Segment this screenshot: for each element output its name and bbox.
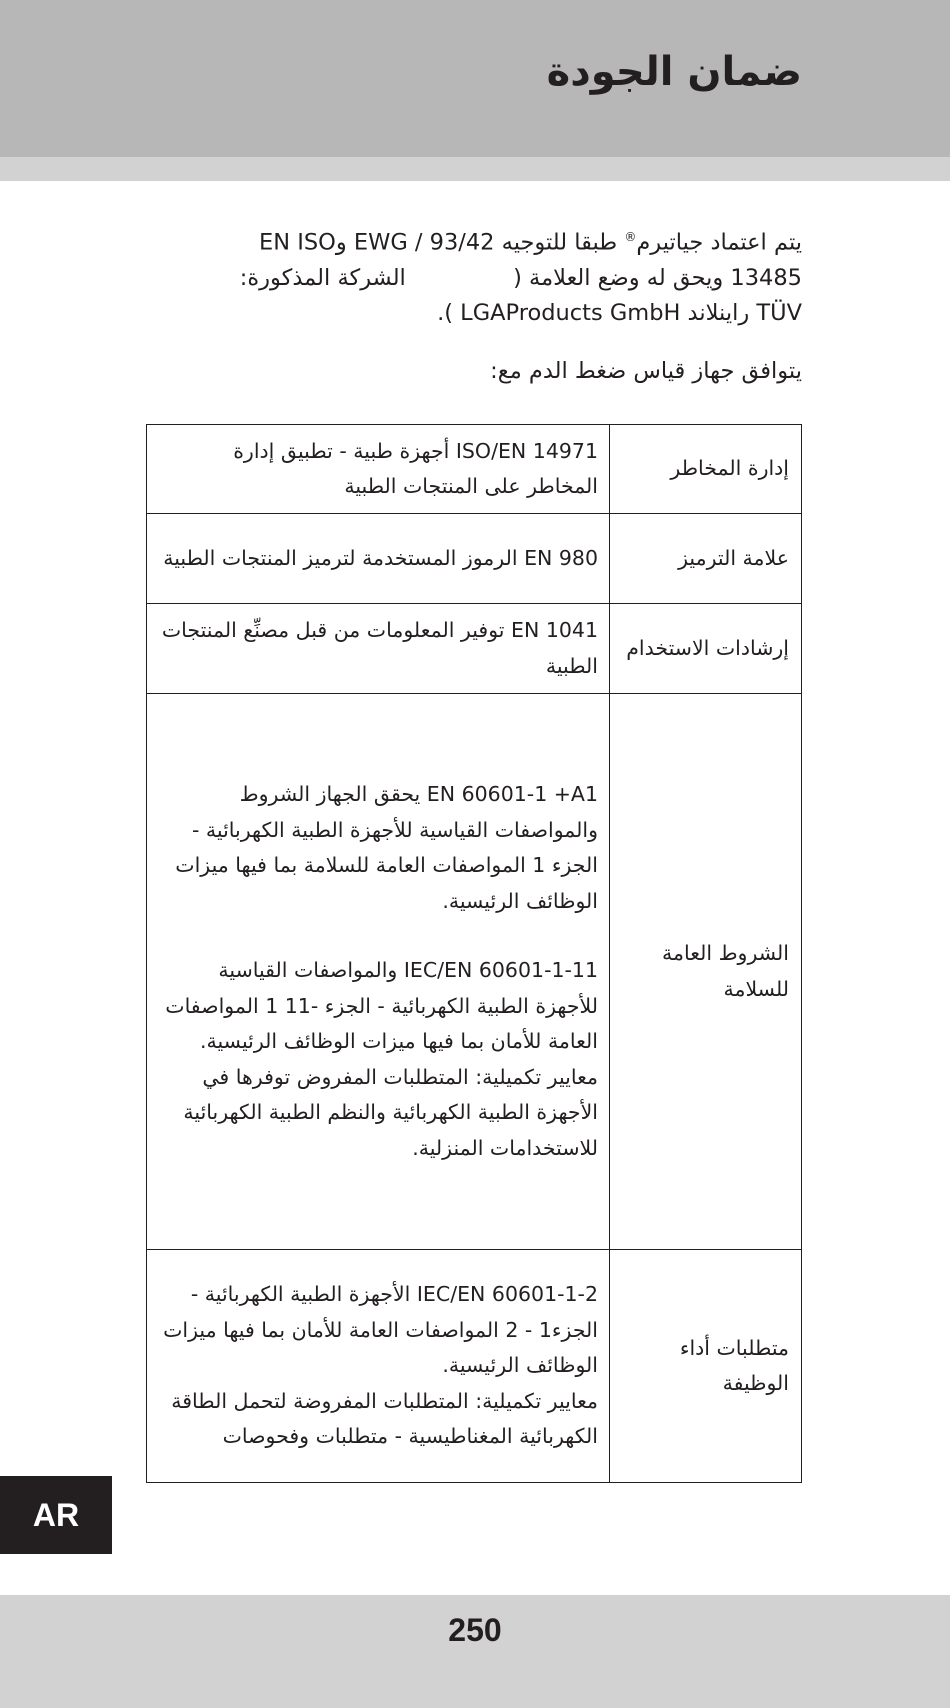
category-cell: إرشادات الاستخدام	[610, 604, 802, 694]
intro-line-2: 13485 ويحق له وضع العلامة ( الشركة المذكورة:	[239, 264, 802, 291]
category-cell: إدارة المخاطر	[610, 425, 802, 514]
category-cell: متطلبات أداء الوظيفة	[610, 1250, 802, 1483]
table-row	[147, 604, 802, 694]
page-number: 250	[448, 1612, 502, 1648]
compatibility-heading: يتوافق جهاز قياس ضغط الدم مع:	[490, 358, 802, 384]
category-cell: الشروط العامة للسلامة	[610, 694, 802, 1250]
standard-text: ISO/EN 14971 أجهزة طبية - تطبيق إدارة المخاطر على المنتجات الطبية	[233, 438, 598, 498]
header-band	[0, 0, 950, 157]
intro-paragraph	[146, 220, 802, 331]
standard-text: IEC/EN 60601-1-11 والمواصفات القياسية للأجهزة الطبية الكهربائية - الجزء -11 1 المواصفات العامة للأمان بما فيها ميزات الوظائف الرئيسية. معايير تكميلية: المتطلبات المفروض توفرها في الأجهزة الطبية الكهربائية والنظم الطبية الكهربائية للاستخدامات المنزلية.	[165, 958, 598, 1160]
standard-cell	[147, 514, 610, 604]
standard-text: EN 980 الرموز المستخدمة لترميز المنتجات الطبية	[163, 545, 598, 570]
standard-cell	[147, 1250, 610, 1483]
table-row	[147, 1250, 802, 1483]
standard-text: EN 60601-1 +A1 يحقق الجهاز الشروط والمواصفات القياسية للأجهزة الطبية الكهربائية - الجزء 1 المواصفات العامة للسلامة بما فيها ميزات الوظائف الرئيسية.	[175, 782, 598, 913]
standard-text: IEC/EN 60601-1-2 الأجهزة الطبية الكهربائية - الجزء1 - 2 المواصفات العامة للأمان بما فيها ميزات الوظائف الرئيسية. معايير تكميلية: المتطلبات المفروضة لتحمل الطاقة الكهربائية المغناطيسية - متطلبات وفحوصات	[163, 1282, 598, 1449]
table-row	[147, 514, 802, 604]
intro-line-1-start: يتم اعتماد جياتيرم	[636, 229, 802, 256]
page-title: ضمان الجودة	[546, 49, 802, 95]
standards-table	[146, 424, 802, 1483]
paragraph-gap	[159, 919, 598, 953]
language-badge: AR	[0, 1476, 112, 1554]
standard-cell	[147, 604, 610, 694]
standard-text: EN 1041 توفير المعلومات من قبل مصنِّع المنتجات الطبية	[161, 618, 598, 678]
category-cell: علامة الترميز	[610, 514, 802, 604]
table-row	[147, 425, 802, 514]
intro-line-1	[146, 220, 802, 261]
standard-cell	[147, 425, 610, 514]
standard-cell	[147, 694, 610, 1250]
intro-line-3: TÜV راينلاند LGAProducts GmbH ).	[437, 299, 802, 326]
registered-mark: ®	[624, 230, 637, 244]
header-divider-strip	[0, 157, 950, 181]
intro-line-1-rest: طبقا للتوجيه EWG / 93/42 وEN ISO	[259, 229, 625, 256]
table-row	[147, 694, 802, 1250]
